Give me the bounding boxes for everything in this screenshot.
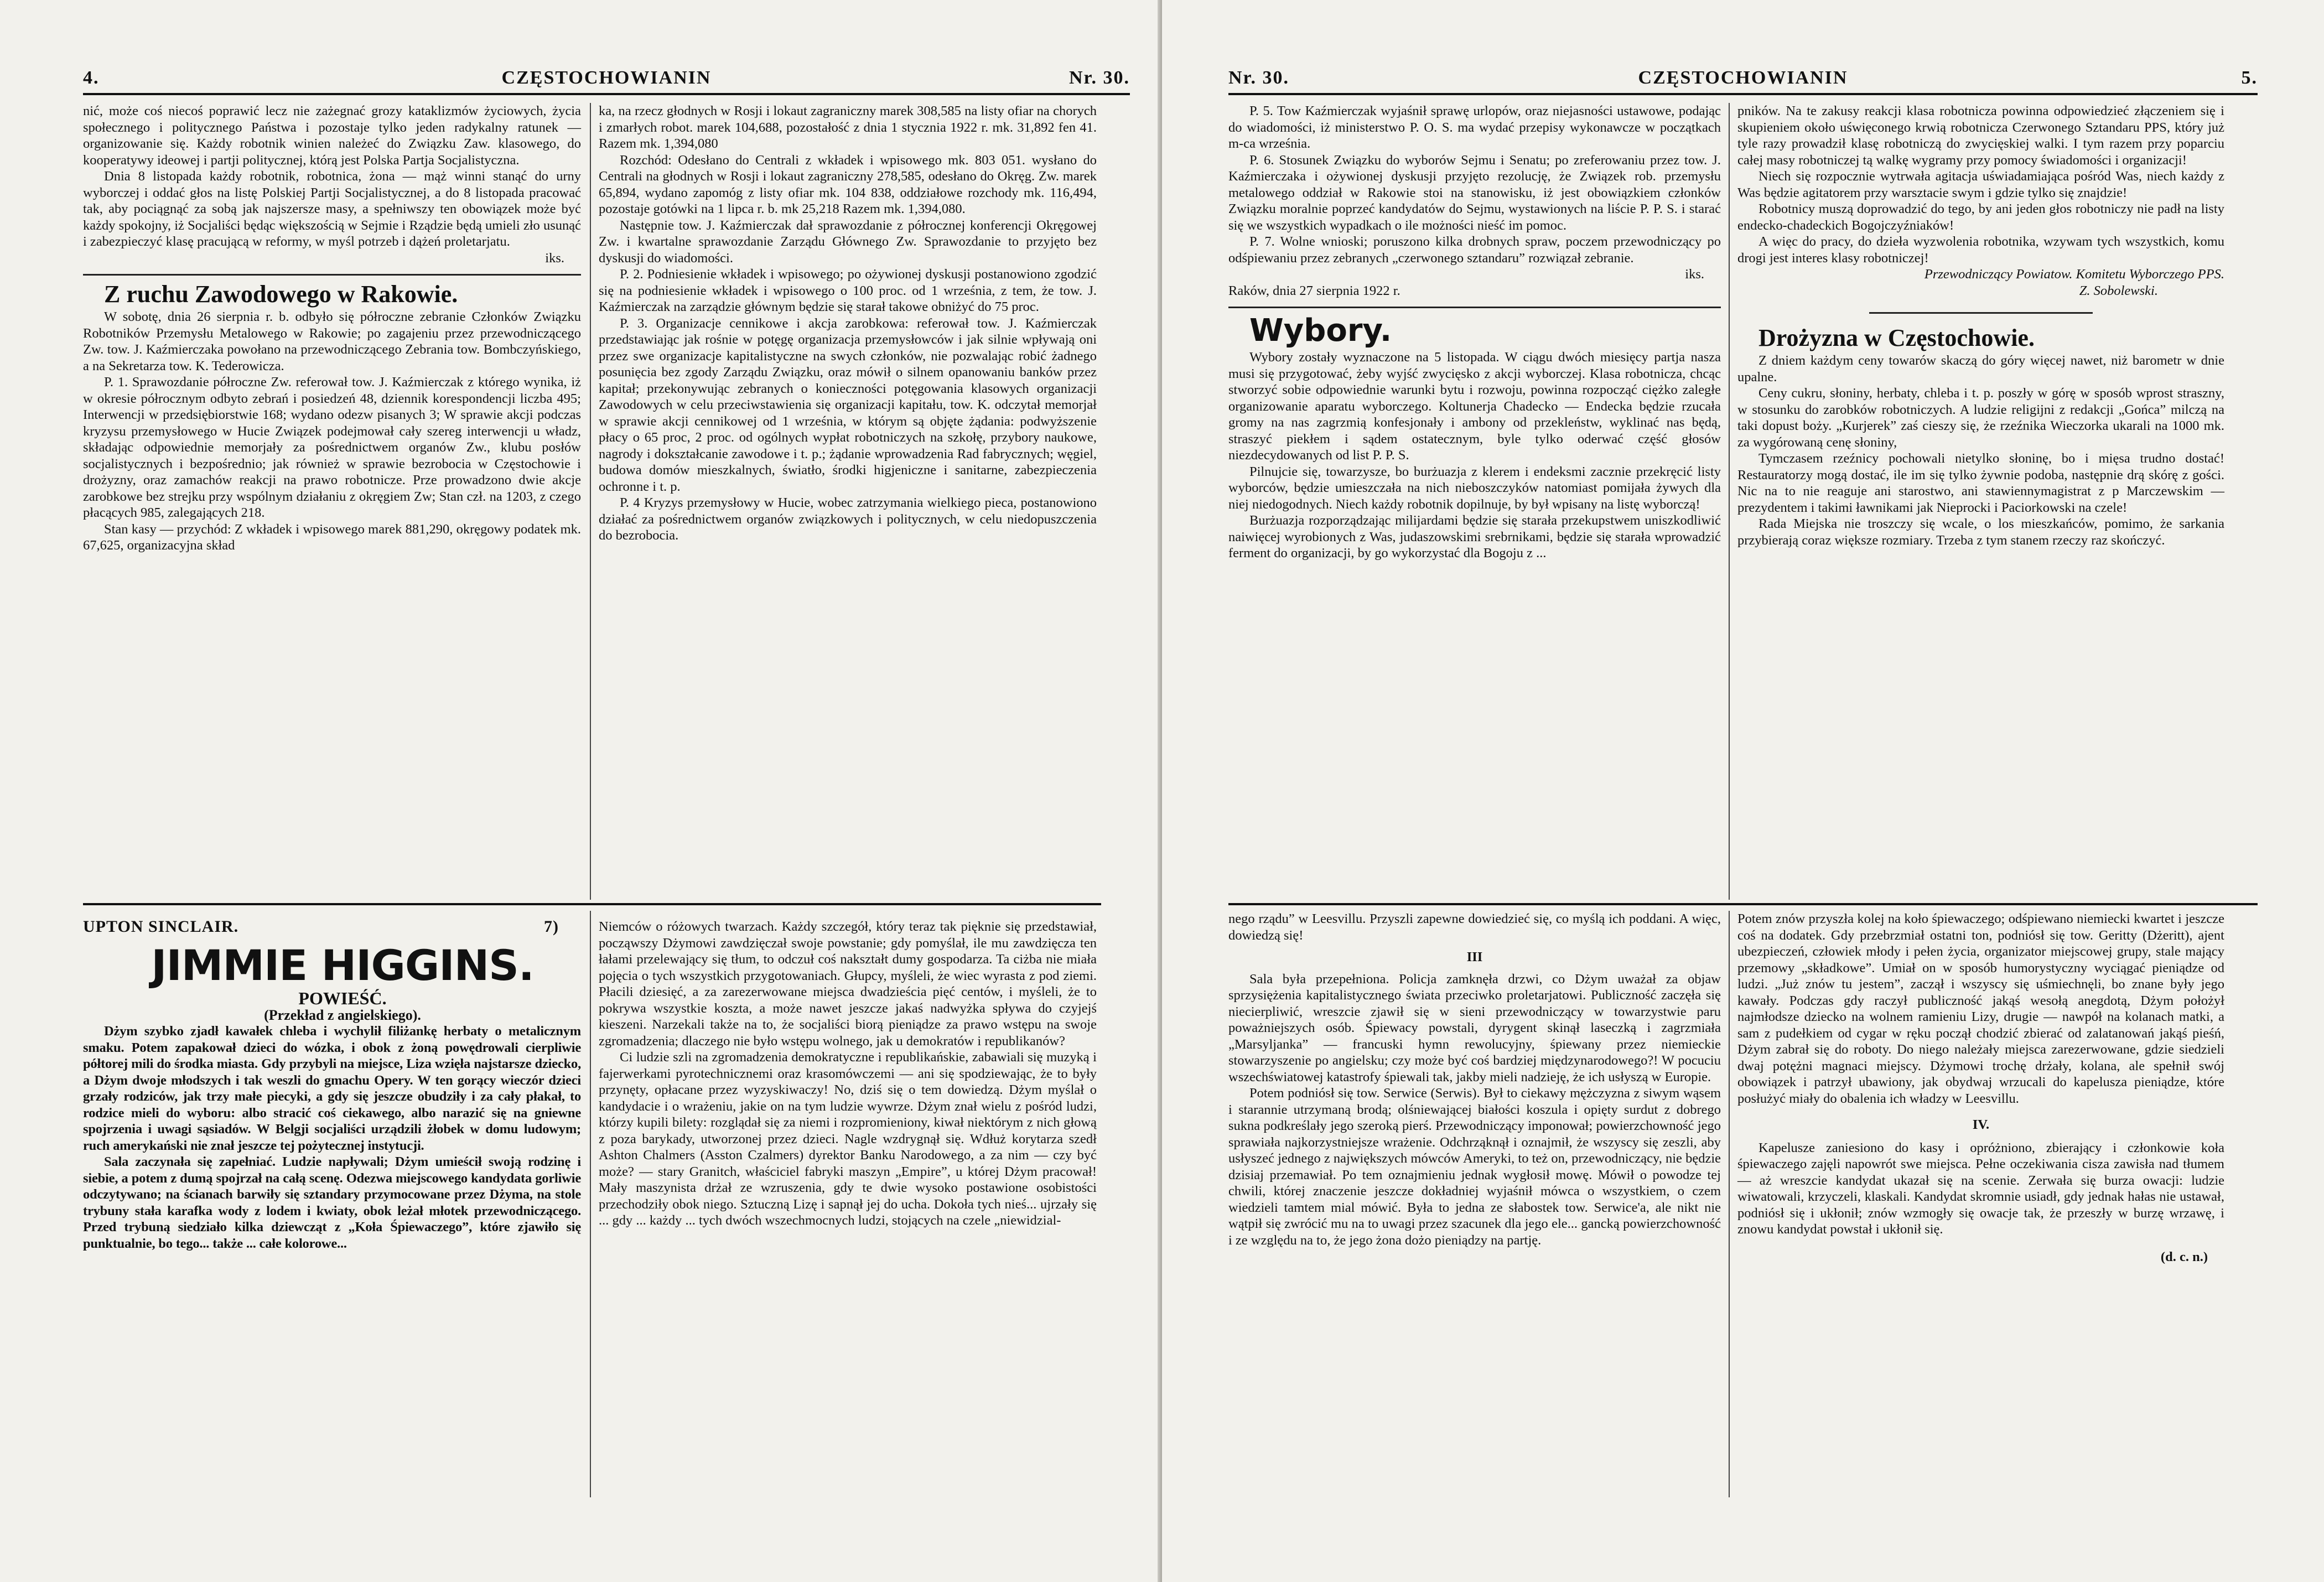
section-divider bbox=[1228, 903, 2258, 905]
paper-title: CZĘSTOCHOWIANIN bbox=[1638, 68, 1848, 88]
paper-title: CZĘSTOCHOWIANIN bbox=[501, 68, 712, 88]
right-masthead bbox=[1228, 61, 2258, 95]
signature: iks. bbox=[1685, 267, 1704, 282]
divider bbox=[1869, 312, 2093, 314]
paragraph: Robotnicy muszą doprowadzić do tego, by ani jeden głos robotniczy nie padł na listy endecko-chadeckich Bogojczyźniaków! bbox=[1737, 201, 2224, 233]
paragraph: Potem znów przyszła kolej na koło śpiewaczego; odśpiewano niemiecki kwartet i jeszcze coś na dodatek. Gdy przebrzmiał ostatni ton, podniósł się tow. Geritty (Dżeritt), ajent ubezpieczeń, człowiek młody i pełen życia, organizator miejscowej grupy, stale mający przemowy „składkowe”. Umiał on w sposób humorystyczny wyciągać pieniądze od ludzi. „Już znów tu jestem”, zaczął i wszyscy się uśmiechnęli, bo znane były jego kawały. Podczas gdy raczył publiczność jakąś wesołą anegdotą, Dżym położył najmłodsze dziecko na wolnem ramieniu Lizy, drugie — nawpół na kolanach matki, a sam z pudełkiem od cygar w ręku począł chodzić zbierać od zalatanowań jakąś pieśń, Dżym zabrał się do roboty. Do niego należały miejsca zarezerwowane, gdzie siedzieli dwaj potężni magnaci miejscy. Dżymowi trochę drżały, kolana, ale spełnił swój obowiązek i patrzył ubawiony, jak obydwaj wrzucali do kapelusza pieniądze, które posłużyć miały do obalenia ich władzy w Leesvillu. bbox=[1737, 911, 2224, 1106]
paragraph: Sala zaczynała się zapełniać. Ludzie napływali; Dżym umieścił swoją rodzinę i siebie, a potem z dumą spojrzał na całą scenę. Odezwa miejscowego kandydata gorliwie odczytywano; na ścianach barwiły się sztandary przymocowane przez Dżyma, na stole trybuny stała karafka wody z lodem i kwiaty, obok leżał młotek przewodniczącego. Przed trybuną siedziało kilka dziewcząt z „Koła Śpiewaczego”, które zjawiło się punktualnie, bo tego... także ... całe kolorowe... bbox=[83, 1154, 581, 1251]
signature-name: Z. Sobolewski. bbox=[2079, 283, 2158, 298]
article-title: Z ruchu Zawodowego w Rakowie. bbox=[104, 281, 458, 308]
paragraph: Potem podniósł się tow. Serwice (Serwis). Był to ciekawy mężczyzna z siwym wąsem i starannie utrzymaną brodą; olśniewającej białości koszula i opięty surdut z dobrego sukna podkreślały jego szeroką pierś. Przewodniczący imponował; powierzchowność jego sprawiała najkorzystniejsze wrażenie. Odchrząknął i oznajmił, że wszyscy się zeszli, aby usłyszeć jednego z największych mówców Ameryki, to też on, przewodniczący, nie będzie dzisiaj przemawiał. Po tem oznajmieniu jednak wygłosił mowę. Mówił o powodze tej chwili, której znaczenie jeszcze dokładniej wyjaśnił mówca o wszystkiem, o czem wiedzieli tamtem mial mówić. Była to jedna ze słabostek tow. Serwice'a, ale nikt nie wątpił się zwrócić mu na to uwagi przez szacunek dla jego ele... gancką powierzchowność i ze względu na to, że jego żona dożo pieniądzy na partję. bbox=[1228, 1086, 1721, 1248]
section-divider bbox=[83, 903, 1101, 905]
novel-title: JIMMIE HIGGINS. bbox=[151, 941, 534, 990]
section-numeral: IV. bbox=[1972, 1117, 1990, 1132]
novel-translation-note: (Przekład z angielskiego). bbox=[264, 1007, 421, 1023]
novel-author: UPTON SINCLAIR. bbox=[83, 917, 239, 936]
column-divider bbox=[1729, 911, 1730, 1497]
signature-line: Przewodniczący Powiatow. Komitetu Wyborczego PPS. bbox=[1924, 267, 2224, 282]
installment-number: 7) bbox=[544, 917, 559, 936]
paragraph: A więc do pracy, do dzieła wyzwolenia robotnika, wzywam tych wszystkich, komu drogi jest interes klasy robotniczej! bbox=[1737, 234, 2224, 266]
right-page bbox=[1162, 0, 2324, 1582]
paragraph: Tymczasem rzeźnicy pochowali nietylko słoninę, bo i mięsa trudno dostać! Restauratorzy mogą dostać, ile im się tylko żywnie podoba, następnie drą skórę z gości. Nic na to nie reaguje ani starostwo, ani stawiennymagistrat z p Marczewskim — prezydentem i takimi ławnikami jak Nieprocki i Paciorkowski na czele! bbox=[1737, 451, 2224, 515]
paragraph: Pilnujcie się, towarzysze, bo burżuazja z klerem i endeksmi zacznie przekręcić listy wyborców, będzie umieszczała na nich nieboszczyków natomiast pomijała żywych dla niej niedogodnych. Niech każdy robotnik dopilnuje, by był wpisany na listę wyborczą! bbox=[1228, 464, 1721, 512]
column-divider bbox=[590, 911, 591, 1497]
paragraph: P. 1. Sprawozdanie półroczne Zw. referował tow. J. Kaźmierczak z którego wynika, iż w okresie półrocznym odbyto zebrań i posiedzeń 48, dziennik korespondencji liczba 495; Interwencji w przedsiębiorstwie 168; wydano odezw pisanych 3; W sprawie akcji podczas kryzysu przemysłowego w Hucie Związek podejmował cały szereg interwencji u władz, składając odpowiednie memorjały za pośrednictwem organów Zw., klubu posłów socjalistycznych i bezpośrednio; jak również w sprawie bezrobocia w Częstochowie i drożyzny, oraz zamachów reakcji na prawo robotnicze. Prze prowadzono dwie akcje zarobkowe bez strejku przy wspólnym działaniu z okręgiem Zw; Stan czł. na 1203, z czego płacących 985, zalegających 218. bbox=[83, 375, 581, 520]
paragraph: Rada Miejska nie troszczy się wcale, o los mieszkańców, pomimo, że sarkania przybierają coraz większe rozmiary. Trzeba z tym stanem rzeczy raz skończyć. bbox=[1737, 516, 2224, 548]
divider bbox=[1228, 307, 1721, 308]
left-col1-top bbox=[83, 103, 581, 554]
dateline: Raków, dnia 27 sierpnia 1922 r. bbox=[1228, 283, 1400, 298]
paragraph: P. 7. Wolne wnioski; poruszono kilka drobnych spraw, poczem przewodniczący po odśpiewaniu przez zebranych „czerwonego sztandaru” rozwiązał zebranie. bbox=[1228, 234, 1721, 266]
column-divider bbox=[1729, 103, 1730, 900]
paragraph: Kapelusze zaniesiono do kasy i opróżniono, zbierający i członkowie koła śpiewaczego zajęli napowrót swe miejsca. Pełne oczekiwania cisza zawisła nad tłumem — aż wreszcie kandydat ukazał się na scenie. Zerwała się burza owacji: ludzie wiwatowali, krzyczeli, klaskali. Kandydat skromnie usiadł, gdy jednak hałas nie ustawał, podniósł się i ukłonił; znów wzmogły się owacje tak, że przeszły w burzę wrzawę, i znowu kandydat powstał i ukłonił się. bbox=[1737, 1140, 2224, 1237]
paragraph: P. 2. Podniesienie wkładek i wpisowego; po ożywionej dyskusji postanowiono zgodzić się na podniesienie wkładek i wpisowego o 100 proc. od 1 września, z tem, że tow. J. Kaźmierczak na zarządzie głównym będzie się starał takowe obniżyć do 75 proc. bbox=[599, 267, 1097, 314]
paragraph: Ci ludzie szli na zgromadzenia demokratyczne i republikańskie, zabawiali się muzyką i fajerwerkami pyrotechnicznemi oraz krasomówczemi — ani się spodziewając, że to były przynęty, opłacane przez wyzyskiwaczy! No, dziś się o tem dowiedzą. Dżym myślał o kandydacie i o wrażeniu, jakie on na tym ludzie wywrze. Dżym znał wielu z pośród ludzi, którzy kupili bilety: rozglądał się za niemi i rozpromieniony, kiwał niektórym z nich głową z poza barykady, utworzonej przez dzieci. Nagle wzdrygnął się. Wdłuż korytarza szedł Ashton Chalmers (Asston Czalmers) dyrektor Banku Narodowego, a za nim — czy być może? — stary Granitch, właściciel fabryki maszyn „Empire”, u której Dżym pracował! Mały maszynista drżał ze wzruszenia, gdy te dwie wysoko postawione osobistości przechodziły obok niego. Sztuczną Lizę i sapnął jej do ucha. Dokoła tych nieś... ujrzały się ... gdy ... każdy ... tych dwóch wszechmocnych ludzi, stojących na czele „niewidzial- bbox=[599, 1050, 1097, 1228]
paragraph: Z dniem każdym ceny towarów skaczą do góry więcej nawet, niż barometr w dnie upalne. bbox=[1737, 353, 2224, 385]
to-be-continued: (d. c. n.) bbox=[2160, 1249, 2208, 1264]
novel-col2 bbox=[599, 919, 1097, 1229]
paragraph: Wybory zostały wyznaczone na 5 listopada. W ciągu dwóch miesięcy partja nasza musi się przygotować, żeby wyjść zwycięsko z akcji wyborczej. Klasa robotnicza, chcąc stworzyć sobie odpowiednie warunki bytu i rozwoju, powinna rozpocząć ciężko zaległe organizowanie aparatu wyborczego. Koltunerja Chadecko — Endecka będzie rzucała gromy na nas zagrzmią konfesjonały i ambony od przekleństw, wyklinać nas będą, straszyć piekłem i sądem ostatecznym, byle tylko oderwać część głosów niezdecydowanych od list P. P. S. bbox=[1228, 350, 1721, 463]
novel-subtitle: POWIEŚĆ. bbox=[298, 988, 387, 1008]
paragraph: nić, może coś niecoś poprawić lecz nie zażegnać grozy kataklizmów życiowych, życia społecznego i politycznego Państwa i pozostaje tylko jeden radykalny ratunek — organizowanie się. Każdy robotnik winien należeć do Związku Zaw. klasowego, do kooperatywy ideowej i partji politycznej, którą jest Polska Partja Socjalistyczna. bbox=[83, 103, 581, 168]
paragraph: Dżym szybko zjadł kawałek chleba i wychylił filiżankę herbaty o metalicznym smaku. Potem zapakował dzieci do wózka, i obok z żoną powędrowali cierpliwie półtorej mili do środka miasta. Gdy przybyli na miejsce, Liza wzięła najstarsze dziecko, a Dżym dwoje młodszych i tak weszli do gmachu Opery. W ten gorący wieczór dzieci grzały rodziców, jak trzy małe piecyki, a gdy się jeszcze obudziły i za cały płakał, to rodzice mieli do wyboru: albo stracić coś ciekawego, albo narazić się na gniewne spojrzenia i uwagi sąsiadów. W Belgji socjaliści urządzili żłobek w domu ludowym; ruch amerykański nie znał jeszcze tej pożytecznej instytucji. bbox=[83, 1024, 581, 1153]
issue-number: Nr. 30. bbox=[1068, 68, 1130, 88]
novel-byline bbox=[83, 919, 581, 941]
paragraph: P. 5. Tow Kaźmierczak wyjaśnił sprawę urlopów, oraz niejasności ustawowe, podając do wiadomości, iż ministerstwo P. O. S. ma wydać przepisy wykonawcze w początkach m-ca września. bbox=[1228, 103, 1721, 151]
novel-col3 bbox=[1228, 911, 1721, 1248]
paragraph: nego rządu” w Leesvillu. Przyszli zapewne dowiedzieć się, co myślą ich poddani. A więc, dowiedzą się! bbox=[1228, 911, 1721, 943]
right-col2-top bbox=[1737, 103, 2224, 548]
paragraph: pników. Na te zakusy reakcji klasa robotnicza powinna odpowiedzieć złączeniem się i skupieniem około uświęconego krwią robotnicza Czerwonego Sztandaru PPS, który już tyle razy prowadził klasę robotniczą do zwycięskiej walki. I tym razem przy poparciu całej masy robotniczej tą walkę wygramy przy pomocy świadomości i organizacji! bbox=[1737, 103, 2224, 168]
page-number: 5. bbox=[2241, 68, 2258, 88]
paragraph: P. 4 Kryzys przemysłowy w Hucie, wobec zatrzymania wielkiego pieca, postanowiono działać za pośrednictwem organów związkowych i politycznych, w celu niedopuszczenia do bezrobocia. bbox=[599, 495, 1097, 543]
paragraph: P. 3. Organizacje cennikowe i akcja zarobkowa: referował tow. J. Kaźmierczak przedstawiając jak rośnie w potęgę organizacja przemysłowców i jak silnie wpływają oni przez swe organizacje kapitalistyczne na swych członków, nie pozwalając robić żadnego posunięcia bez zgody Zarządu Związku, oraz mówił o silnem opanowaniu banków przez kapitał; przekonywując zebranych o konieczności potęgowania klasowych organizacji Zawodowych w celu przeciwstawienia się organizacji kapitału, tow. K. odczytał memorjał w sprawie akcji cennikowej od 1 września, w którym są objęte żądania: podwyższenie płacy o 65 proc, 2 proc. od ogólnych wypłat robotniczych na szkołę, przybory naukowe, nagrody i dokształcanie zawodowe i t. p.; żądanie wprowadzenia Rad fabrycznych; węgiel, budowa domów mieszkalnych, światło, środki higjeniczne i sanitarne, zabezpieczenia ochronne i t. p. bbox=[599, 315, 1097, 494]
novel-col4 bbox=[1737, 911, 2224, 1265]
paragraph: Stan kasy — przychód: Z wkładek i wpisowego marek 881,290, okręgowy podatek mk. 67,625, organizacyjna skład bbox=[83, 521, 581, 553]
paragraph: P. 6. Stosunek Związku do wyborów Sejmu i Senatu; po zreferowaniu przez tow. J. Kaźmierczaka i ożywionej dyskusji przyjęto rezolucję, że Związek rob. przemysłu metalowego oddział w Rakowie stoi na stanowisku, iż jest obowiązkiem członków Związku moralnie poprzeć kandydatów do Sejmu, wystawionych na liście P. P. S. i starać się we wszystkich wypadkach o ile możności nieść im pomoc. bbox=[1228, 152, 1721, 233]
left-col2-top bbox=[599, 103, 1097, 544]
paragraph: W sobotę, dnia 26 sierpnia r. b. odbyło się półroczne zebranie Członków Związku Robotników Przemysłu Metalowego w Rakowie; po zagajeniu przez przewodniczącego Zw. tow. J. Kaźmierczaka powołano na przewodniczącego Zebrania tow. Bombczyńskiego, a na Sekretarza tow. K. Tederowicza. bbox=[83, 309, 581, 374]
divider bbox=[83, 274, 581, 276]
column-divider bbox=[590, 103, 591, 900]
novel-col1 bbox=[83, 919, 581, 1252]
paragraph: ka, na rzecz głodnych w Rosji i lokaut zagraniczny marek 308,585 na listy ofiar na chorych i zmarłych robot. marek 104,688, pozostałość z dnia 1 stycznia 1922 r. mk. 31,892 fen 41. Razem mk. 1,394,080 bbox=[599, 103, 1097, 151]
issue-number: Nr. 30. bbox=[1228, 68, 1290, 88]
paragraph: Niemców o różowych twarzach. Każdy szczegół, który teraz tak pięknie się przedstawiał, począwszy Dżymowi zawdzięczał swoje powstanie; gdy pomyślał, ile mu zawdzięcza ten łałami przelewający się tłum, to odczuł coś nakształt dumy gospodarza. Ta ciżba nie miała pojęcia o tych wszystkich przygotowaniach. Głupcy, myśleli, że wiec wyrasta z pod ziemi. Płacili dziesięć, a za zarezerwowane miejsca dwadzieścia pięć centów, i myśleli, że to pokrywa wszystkie koszta, a może nawet jeszcze jakaś nadwyżka spływa do czyjejś kieszeni. Narzekali także na to, że socjaliści biorą pieniądze za prawo wstępu na swoje zgromadzenia; dlaczego nie było wstępu wolnego, jak u demokratów i republikanów? bbox=[599, 919, 1097, 1049]
page-number: 4. bbox=[83, 68, 100, 88]
paragraph: Następnie tow. J. Kaźmierczak dał sprawozdanie z półrocznej konferencji Okręgowej Zw. i kwartalne sprawozdanie Zarządu Głównego Zw. Sprawozdanie to przyjęto bez dyskusji do wiadomości. bbox=[599, 217, 1097, 266]
paragraph: Sala była przepełniona. Policja zamknęła drzwi, co Dżym uważał za objaw sprzysiężenia kapitalistycznego świata przeciwko proletarjatowi. Publiczność zaczęła się niecierpliwić, wreszcie zjawił się w sieni przewodniczący w towarzystwie paru poważniejszych osób. Śpiewacy powstali, dyrygent skinął laseczką i zagrzmiała „Marsyljanka” — francuski hymn rewolucyjny, śpiewany przez niemieckie stowarzyszenie po angielsku; czy może być coś bardziej międzynarodowego?! W pocuciu wszechświatowej katastrofy śpiewali tak, jakby mieli nadzieję, że ich usłyszą w Europie. bbox=[1228, 971, 1721, 1085]
signature: iks. bbox=[545, 250, 564, 266]
section-numeral: III bbox=[1466, 950, 1483, 964]
article-title: Wybory. bbox=[1249, 313, 1392, 349]
paragraph: Niech się rozpocznie wytrwała agitacja uświadamiająca pośród Was, niech każdy z Was będzie agitatorem przy warsztacie swym i gdzie tylko się znajdzie! bbox=[1737, 169, 2224, 200]
paragraph: Rozchód: Odesłano do Centrali z wkładek i wpisowego mk. 803 051. wysłano do Centrali na głodnych w Rosji i lokaut zagraniczny 278,585, odesłano do Okręg. Zw. marek 65,894, wydano zapomóg z listy ofiar mk. 104 838, oddziałowe rozchody mk. 116,494, pozostaje gotówki na 1 lipca r. b. mk 25,218 Razem mk. 1,394,080. bbox=[599, 152, 1097, 216]
paragraph: Ceny cukru, słoniny, herbaty, chleba i t. p. poszły w górę w sposób wprost straszny, w stosunku do zarobków robotniczych. A ludzie religijni z redakcji „Gońca” milczą na taki dopust boży. „Kurjerek” zaś cieszy się, że rzeźnika Wieczorka ukarali na 1000 mk. za wygórowaną cenę słoniny, bbox=[1737, 386, 2224, 450]
article-title: Drożyzna w Częstochowie. bbox=[1758, 324, 2035, 351]
paragraph: Dnia 8 listopada każdy robotnik, robotnica, żona — mąż winni stanąć do urny wyborczej i oddać głos na listę Polskiej Partji Socjalistycznej, a do 8 listopada pracować tak, aby pociągnąć za sobą jak najszersze masy, a spełniwszy ten obowiązek może być każdy spokojny, iż Socjaliści będąc większością w Sejmie i Rządzie będą umieli zło usunąć i zabezpieczyć klasę pracującą w reformy, w myśl potrzeb i dążeń proletarjatu. bbox=[83, 169, 581, 249]
paragraph: Burżuazja rozporządzając milijardami będzie się starała przekupstwem uniszkodliwić naiwięcej wyrobionych z Was, judaszowskimi srebrnikami, będzie się starała wprowadzić ferment do organizacji, by go wykorzystać dla Bogoju z ... bbox=[1228, 513, 1721, 561]
left-masthead bbox=[83, 61, 1130, 95]
right-col1-top bbox=[1228, 103, 1721, 562]
